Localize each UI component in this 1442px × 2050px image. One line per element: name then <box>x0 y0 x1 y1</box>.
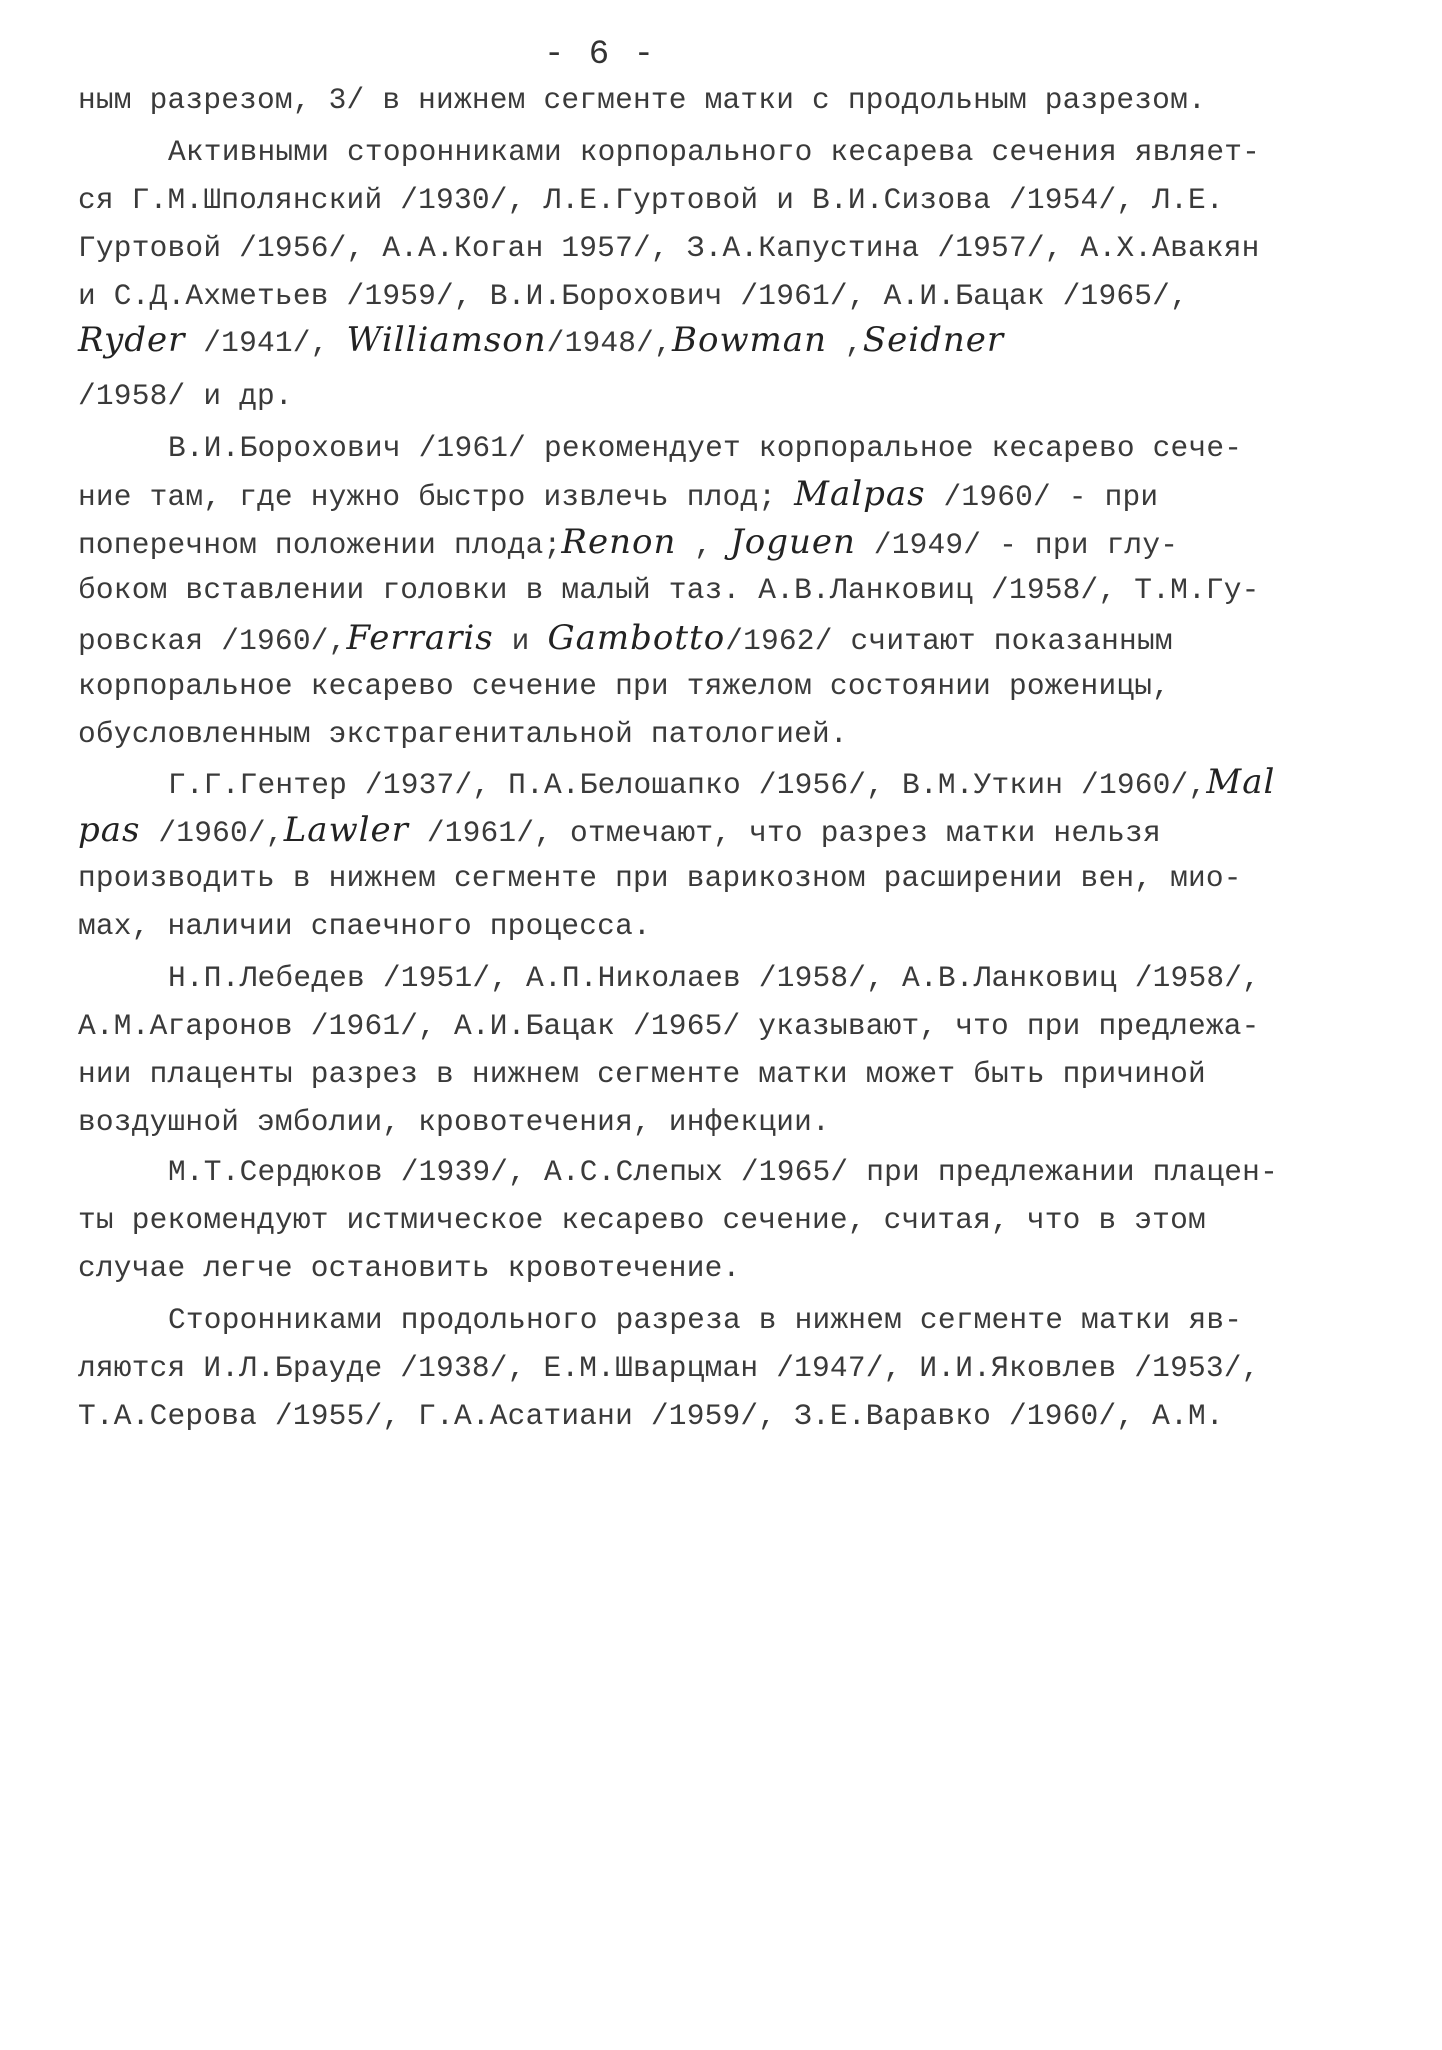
typed-text: обусловленным экстрагенитальной патологией. <box>78 717 848 751</box>
handwritten-name: Williamson <box>346 320 547 360</box>
typed-text: М.Т.Сердюков /1939/, А.С.Слепых /1965/ при предлежании плацен- <box>168 1155 1278 1189</box>
text-line <box>78 320 1378 363</box>
handwritten-name: Lawler <box>283 810 409 850</box>
typed-text: В.И.Борохович /1961/ рекомендует корпоральное кесарево сече- <box>168 431 1243 465</box>
typed-text: Г.Г.Гентер /1937/, П.А.Белошапко /1956/, В.М.Уткин /1960/, <box>168 768 1207 802</box>
handwritten-name: Ryder <box>78 320 186 360</box>
typed-text: поперечном положении плода; <box>78 528 562 562</box>
text-line <box>78 474 1378 517</box>
text-line <box>78 1396 1378 1436</box>
handwritten-name: Mal <box>1206 762 1276 802</box>
typed-text: Активными сторонниками корпорального кесарева сечения являет- <box>168 135 1261 169</box>
text-line <box>78 1054 1378 1094</box>
typed-text: и С.Д.Ахметьев /1959/, В.И.Борохович /1961/, А.И.Бацак /1965/, <box>78 279 1188 313</box>
typed-text: ты рекомендуют истмическое кесарево сечение, считая, что в этом <box>78 1203 1206 1237</box>
typed-text: /1960/, <box>140 816 284 850</box>
typed-text: Т.А.Серова /1955/, Г.А.Асатиани /1959/, З.Е.Варавко /1960/, А.М. <box>78 1399 1224 1433</box>
text-line <box>78 522 1378 565</box>
text-line <box>78 810 1378 853</box>
text-line <box>78 714 1378 754</box>
typed-text: нии плаценты разрез в нижнем сегменте матки может быть причиной <box>78 1057 1206 1091</box>
typed-text: мах, наличии спаечного процесса. <box>78 909 651 943</box>
typed-text: корпоральное кесарево сечение при тяжелом состоянии роженицы, <box>78 669 1171 703</box>
text-line <box>78 570 1378 610</box>
text-line <box>168 958 1442 998</box>
page-number: - 6 - <box>543 36 657 74</box>
text-line <box>78 906 1378 946</box>
typed-text: ным разрезом, 3/ в нижнем сегменте матки с продольным разрезом. <box>78 83 1206 117</box>
typed-text: /1941/, <box>185 326 347 360</box>
typed-text: ние там, где нужно быстро извлечь плод; <box>78 480 795 514</box>
typed-text: случае легче остановить кровотечение. <box>78 1251 741 1285</box>
typed-text: Гуртовой /1956/, А.А.Коган 1957/, З.А.Капустина /1957/, А.Х.Авакян <box>78 231 1260 265</box>
text-line <box>78 1248 1378 1288</box>
text-line <box>78 180 1378 220</box>
handwritten-name: pas <box>78 810 141 850</box>
text-line <box>78 1348 1378 1388</box>
handwritten-name: Gambotto <box>547 618 726 658</box>
typed-text: /1948/, <box>546 326 672 360</box>
text-line <box>78 1102 1378 1142</box>
text-line <box>78 276 1378 316</box>
typed-text: ся Г.М.Шполянский /1930/, Л.Е.Гуртовой и В.И.Сизова /1954/, Л.Е. <box>78 183 1224 217</box>
handwritten-name: Malpas <box>794 474 926 514</box>
text-line <box>168 132 1442 172</box>
text-line <box>78 80 1378 120</box>
text-line <box>78 376 1378 416</box>
typed-text: Сторонниками продольного разреза в нижнем сегменте матки яв- <box>168 1303 1243 1337</box>
text-line <box>78 1006 1378 1046</box>
handwritten-name: Renon <box>561 522 677 562</box>
text-line <box>78 618 1378 661</box>
handwritten-name: Joguen <box>730 522 856 562</box>
typed-text: /1958/ и др. <box>78 379 293 413</box>
text-line <box>168 1300 1442 1340</box>
text-line <box>78 1200 1378 1240</box>
typed-text: А.М.Агаронов /1961/, А.И.Бацак /1965/ указывают, что при предлежа- <box>78 1009 1260 1043</box>
typed-text: /1960/ - при <box>925 480 1159 514</box>
typed-text: боком вставлении головки в малый таз. А.В.Ланковиц /1958/, Т.М.Гу- <box>78 573 1260 607</box>
typed-text: Н.П.Лебедев /1951/, А.П.Николаев /1958/, А.В.Ланковиц /1958/, <box>168 961 1261 995</box>
handwritten-name: Ferraris <box>346 618 494 658</box>
typed-text: и <box>493 624 548 658</box>
typed-text: ляются И.Л.Брауде /1938/, Е.М.Шварцман /1947/, И.И.Яковлев /1953/, <box>78 1351 1260 1385</box>
typed-text: , <box>826 326 863 360</box>
text-line <box>78 858 1378 898</box>
typed-text: производить в нижнем сегменте при варикозном расширении вен, мио- <box>78 861 1242 895</box>
handwritten-name: Bowman <box>672 320 827 360</box>
typed-text: /1949/ - при глу- <box>855 528 1179 562</box>
text-line <box>168 762 1442 805</box>
text-line <box>78 228 1378 268</box>
typed-text: /1962/ считают показанным <box>725 624 1173 658</box>
text-line <box>168 1152 1442 1192</box>
typed-text: , <box>676 528 731 562</box>
text-line <box>78 666 1378 706</box>
handwritten-name: Seidner <box>862 320 1005 360</box>
typed-text: ровская /1960/, <box>78 624 347 658</box>
text-line <box>168 428 1442 468</box>
typed-text: воздушной эмболии, кровотечения, инфекции. <box>78 1105 830 1139</box>
typed-text: /1961/, отмечают, что разрез матки нельзя <box>408 816 1161 850</box>
